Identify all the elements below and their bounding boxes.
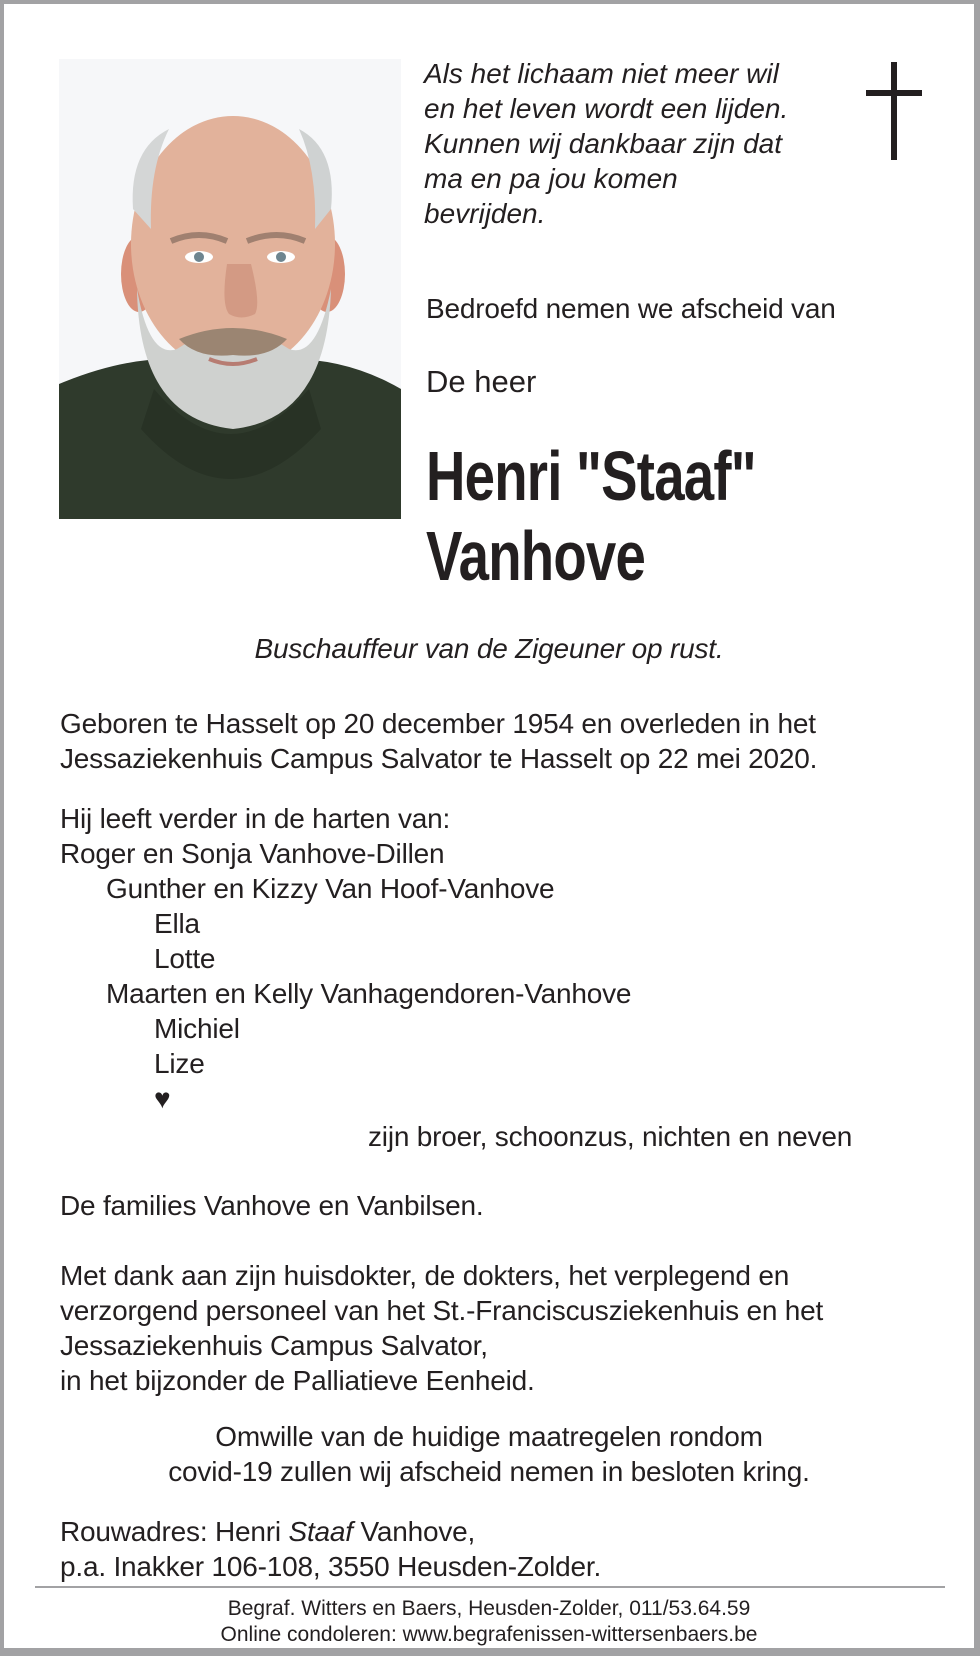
footer-divider: [35, 1586, 945, 1588]
funeral-home-info: Begraf. Witters en Baers, Heusden-Zolder, 011/53.64.59: [227, 1597, 751, 1620]
poem-line: en het leven wordt een lijden.: [424, 93, 789, 124]
thanks-line: Jessaziekenhuis Campus Salvator,: [60, 1330, 488, 1361]
address-prefix: Rouwadres: Henri: [60, 1516, 289, 1547]
survivor-entry: Maarten en Kelly Vanhagendoren-Vanhove: [106, 978, 632, 1009]
address-suffix: Vanhove,: [352, 1516, 476, 1547]
covid-line: Omwille van de huidige maatregelen rondom: [215, 1421, 763, 1452]
funeral-home-footer: [4, 1596, 974, 1648]
salutation: De heer: [426, 364, 537, 399]
survivor-entry: Gunther en Kizzy Van Hoof-Vanhove: [106, 873, 555, 904]
poem: [424, 56, 788, 231]
obituary-card: [4, 4, 974, 1648]
portrait-photo: [59, 59, 401, 519]
survivors-list: [60, 801, 631, 1116]
online-condolences-link[interactable]: Online condoleren: www.begrafenissen-wittersenbaers.be: [220, 1623, 758, 1646]
thanks-paragraph: [60, 1258, 823, 1398]
cross-icon: [866, 62, 922, 160]
mourning-address: [60, 1514, 601, 1584]
covid-line: covid-19 zullen wij afscheid nemen in besloten kring.: [168, 1456, 810, 1487]
poem-line: Kunnen wij dankbaar zijn dat: [424, 128, 783, 159]
name-line-2: Vanhove: [426, 517, 646, 595]
address-line-2: p.a. Inakker 106-108, 3550 Heusden-Zolder.: [60, 1551, 602, 1582]
poem-line: ma en pa jou komen: [424, 163, 678, 194]
heart-icon: ♥: [154, 1083, 171, 1114]
occupation-subtitle: Buschauffeur van de Zigeuner op rust.: [254, 633, 724, 664]
poem-line: bevrijden.: [424, 198, 546, 229]
survivor-entry: Michiel: [154, 1013, 240, 1044]
portrait-illustration: [59, 59, 401, 519]
covid-notice: [4, 1419, 974, 1489]
poem-line: Als het lichaam niet meer wil: [424, 58, 779, 89]
survivor-entry: Lize: [154, 1048, 205, 1079]
deceased-name: [426, 436, 756, 596]
survivor-entry: Ella: [154, 908, 200, 939]
birth-death-info: [60, 706, 817, 776]
families-text: De families Vanhove en Vanbilsen.: [60, 1190, 484, 1221]
thanks-line: verzorgend personeel van het St.-Franciscusziekenhuis en het: [60, 1295, 824, 1326]
thanks-line: in het bijzonder de Palliatieve Eenheid.: [60, 1365, 535, 1396]
name-line-1: Henri "Staaf": [426, 437, 756, 515]
survivor-entry: Roger en Sonja Vanhove-Dillen: [60, 838, 445, 869]
died-line: Jessaziekenhuis Campus Salvator te Hasselt op 22 mei 2020.: [60, 743, 818, 774]
survivors-heading: Hij leeft verder in de harten van:: [60, 803, 451, 834]
intro-text: Bedroefd nemen we afscheid van: [426, 293, 836, 324]
born-line: Geboren te Hasselt op 20 december 1954 en overleden in het: [60, 708, 816, 739]
address-nickname: Staaf: [288, 1516, 353, 1547]
survivor-entry: Lotte: [154, 943, 216, 974]
relation-text: zijn broer, schoonzus, nichten en neven: [368, 1121, 853, 1152]
address-line-1: [60, 1514, 601, 1549]
thanks-line: Met dank aan zijn huisdokter, de dokters, het verplegend en: [60, 1260, 790, 1291]
